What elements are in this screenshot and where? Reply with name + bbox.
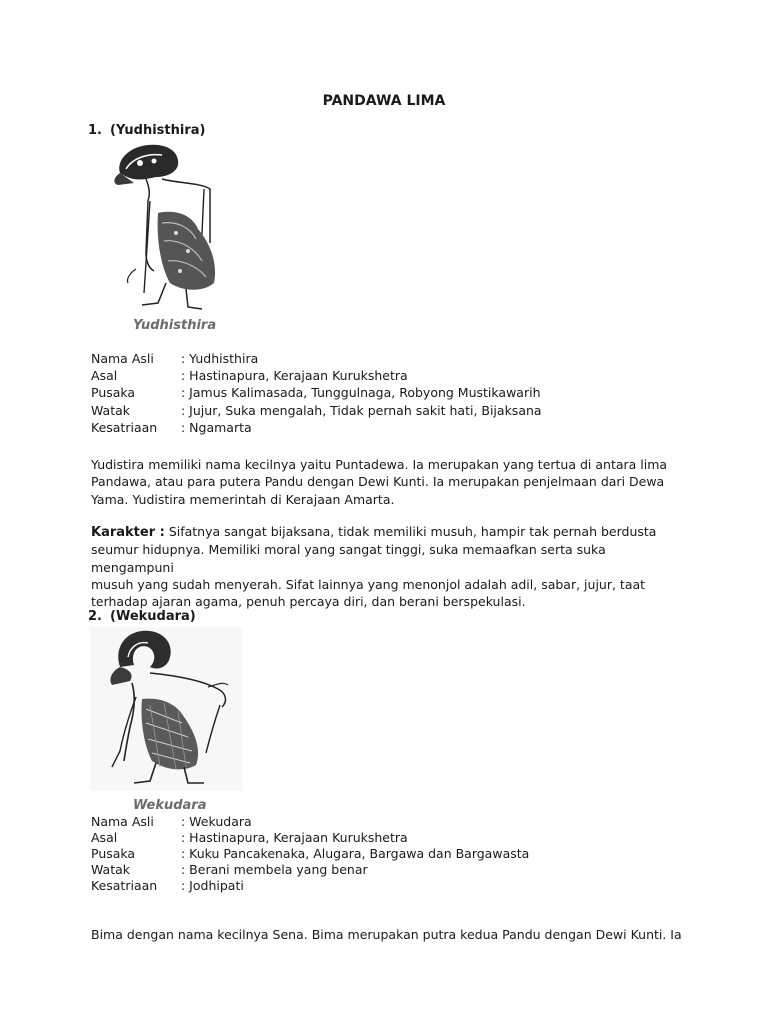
section-title: (Wekudara) bbox=[110, 609, 196, 624]
info-value: : Jodhipati bbox=[181, 878, 244, 893]
karakter-text: Sifatnya sangat bijaksana, tidak memiliki musuh, hampir tak pernah berdusta seumur hidupnya. Memiliki moral yang sangat tinggi, suka memaafkan serta suka mengampuni musuh yang sudah menyerah. Sifat lainnya yang menonjol adalah adil, sabar, jujur, taat terhadap ajaran agama, penuh percaya diri, dan berani berspekulasi. bbox=[91, 524, 657, 610]
info-value: : Hastinapura, Kerajaan Kurukshetra bbox=[181, 830, 408, 845]
info-value: : Wekudara bbox=[181, 814, 252, 829]
info-value: : Kuku Pancakenaka, Alugara, Bargawa dan Bargawasta bbox=[181, 846, 530, 861]
info-label: Pusaka bbox=[91, 846, 136, 861]
info-row bbox=[91, 384, 542, 401]
description-paragraph: Yudistira memiliki nama kecilnya yaitu Puntadewa. Ia merupakan yang tertua di antara lima Pandawa, atau para putera Pandu dengan Dewi Kunti. Ia merupakan penjelmaan dari Dewa Yama. Yudistira memerintah di Kerajaan Amarta. bbox=[91, 457, 668, 507]
wayang-wekudara-figure-icon bbox=[90, 627, 242, 791]
karakter-label: Karakter : bbox=[91, 525, 165, 540]
figure-caption: Wekudara bbox=[133, 798, 207, 813]
section-number: 2. bbox=[88, 609, 102, 624]
info-value: : Hastinapura, Kerajaan Kurukshetra bbox=[181, 368, 408, 384]
info-row bbox=[91, 814, 529, 830]
info-table bbox=[91, 814, 529, 894]
description-paragraph: Bima dengan nama kecilnya Sena. Bima merupakan putra kedua Pandu dengan Dewi Kunti. Ia bbox=[91, 927, 682, 942]
karakter-paragraph bbox=[91, 523, 691, 610]
info-row bbox=[91, 846, 529, 862]
info-value: : Jujur, Suka mengalah, Tidak pernah sakit hati, Bijaksana bbox=[181, 402, 542, 418]
info-label: Nama Asli bbox=[91, 814, 154, 829]
section-heading-wekudara bbox=[88, 609, 196, 624]
info-row bbox=[91, 862, 529, 878]
info-label: Kesatriaan bbox=[91, 419, 158, 435]
info-table bbox=[91, 350, 542, 436]
info-value: : Ngamarta bbox=[181, 419, 252, 435]
wayang-yudhisthira-figure-icon bbox=[106, 143, 230, 313]
page-title: PANDAWA LIMA bbox=[322, 93, 446, 109]
section-heading-yudhisthira bbox=[88, 123, 205, 138]
info-label: Kesatriaan bbox=[91, 878, 158, 893]
info-row bbox=[91, 419, 542, 436]
info-row bbox=[91, 878, 529, 894]
section-title: (Yudhisthira) bbox=[110, 123, 206, 138]
info-row bbox=[91, 830, 529, 846]
info-value: : Yudhisthira bbox=[181, 351, 259, 366]
section-number: 1. bbox=[88, 123, 102, 138]
info-label: Pusaka bbox=[91, 385, 136, 401]
figure-caption: Yudhisthira bbox=[133, 318, 217, 333]
info-label: Asal bbox=[91, 368, 118, 384]
info-value: : Berani membela yang benar bbox=[181, 862, 368, 877]
info-label: Watak bbox=[91, 402, 131, 418]
info-label: Asal bbox=[91, 830, 118, 845]
info-label: Nama Asli bbox=[91, 351, 154, 366]
info-row bbox=[91, 402, 542, 419]
info-row bbox=[91, 367, 542, 384]
info-value: : Jamus Kalimasada, Tunggulnaga, Robyong Mustikawarih bbox=[181, 385, 541, 401]
info-row bbox=[91, 350, 542, 367]
info-label: Watak bbox=[91, 862, 131, 877]
